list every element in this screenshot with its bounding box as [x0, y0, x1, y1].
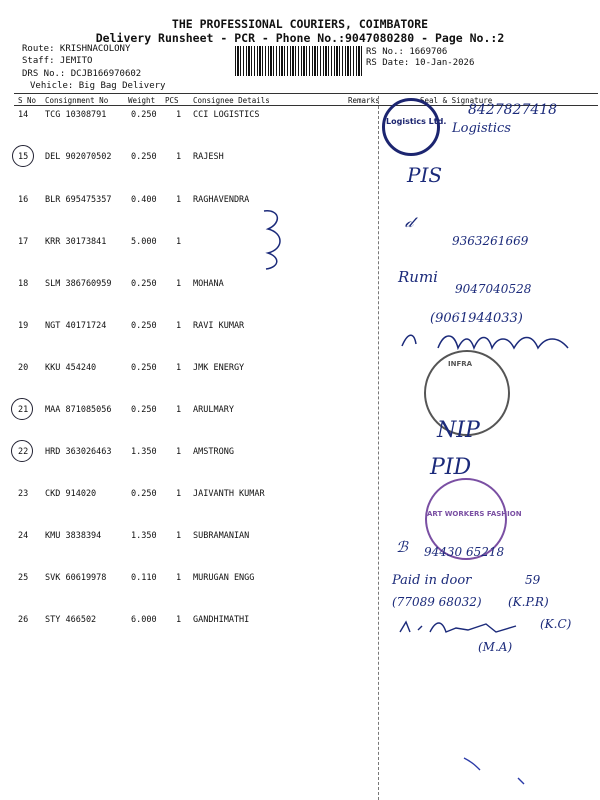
- handwritten-signature: 𝒹: [405, 212, 414, 231]
- table-cell: RAJESH: [193, 152, 224, 162]
- table-cell: KRR 30173841: [45, 237, 107, 247]
- rs-number: RS No.: 1669706: [366, 47, 448, 57]
- table-cell: HRD 363026463: [45, 447, 112, 457]
- table-cell: 1: [176, 489, 182, 499]
- col-seal: Seal & Signature: [420, 96, 493, 105]
- col-sno: S No: [18, 96, 37, 105]
- table-cell: JMK ENERGY: [193, 363, 245, 373]
- document-subtitle: Delivery Runsheet - PCR - Phone No.:9047080280 - Page No.:2: [95, 31, 505, 45]
- table-cell: BLR 695475357: [45, 195, 112, 205]
- table-cell: JAIVANTH KUMAR: [193, 489, 265, 499]
- pen-stray-mark: [462, 748, 542, 788]
- table-top-line: [14, 93, 598, 94]
- table-cell: 17: [18, 237, 29, 247]
- table-cell: SVK 60619978: [45, 573, 107, 583]
- table-cell: MURUGAN ENGG: [193, 573, 255, 583]
- handwritten-note: PID: [430, 455, 472, 480]
- table-cell: 1: [176, 447, 182, 457]
- handwritten-note: (K.C): [540, 617, 572, 631]
- rs-date: RS Date: 10-Jan-2026: [366, 58, 475, 68]
- table-cell: RAVI KUMAR: [193, 321, 245, 331]
- handwritten-phone: (9061944033): [430, 311, 523, 326]
- col-consignee: Consignee Details: [193, 96, 270, 105]
- table-cell: CCI LOGISTICS: [193, 110, 260, 120]
- table-row: [0, 195, 600, 209]
- table-cell: 0.110: [131, 573, 157, 583]
- table-cell: 1: [176, 152, 182, 162]
- table-row: [0, 531, 600, 545]
- handwritten-phone: 9363261669: [452, 234, 529, 248]
- table-cell: MOHANA: [193, 279, 224, 289]
- table-cell: 19: [18, 321, 29, 331]
- table-row: [0, 573, 600, 587]
- table-cell: 0.250: [131, 110, 157, 120]
- handwritten-phone: 94430 65218: [424, 545, 505, 559]
- table-cell: 15: [18, 152, 29, 162]
- staff-label: Staff: JEMITO: [22, 56, 93, 66]
- table-cell: 1: [176, 195, 182, 205]
- table-cell: 1: [176, 279, 182, 289]
- handwritten-note: (M.A): [478, 640, 513, 654]
- table-cell: 23: [18, 489, 29, 499]
- handwritten-phone: (77089 68032): [392, 595, 482, 609]
- handwritten-signature: [398, 326, 588, 356]
- table-cell: 0.250: [131, 279, 157, 289]
- table-cell: SUBRAMANIAN: [193, 531, 250, 541]
- table-cell: 0.250: [131, 405, 157, 415]
- pen-circle-mark: [12, 145, 34, 167]
- handwritten-name: Logistics: [452, 121, 511, 136]
- table-cell: 20: [18, 363, 29, 373]
- handwritten-phone: 9047040528: [455, 282, 532, 296]
- table-cell: 18: [18, 279, 29, 289]
- table-cell: 0.250: [131, 321, 157, 331]
- company-seal: [382, 98, 440, 156]
- table-row: [0, 152, 600, 166]
- table-cell: MAA 871085056: [45, 405, 112, 415]
- table-cell: 1: [176, 531, 182, 541]
- table-cell: 1: [176, 321, 182, 331]
- pen-circle-mark: [11, 440, 33, 462]
- table-cell: 0.400: [131, 195, 157, 205]
- vehicle-label: Vehicle: Big Bag Delivery: [30, 81, 166, 91]
- table-cell: RAGHAVENDRA: [193, 195, 250, 205]
- table-cell: 0.250: [131, 152, 157, 162]
- handwritten-phone: 8427827418: [468, 102, 558, 118]
- company-seal-text: ART WORKERS FASHION: [427, 510, 522, 518]
- route-label: Route: KRISHNACOLONY: [22, 44, 131, 54]
- handwritten-signature: [396, 616, 536, 640]
- pen-scribble: [250, 205, 290, 275]
- table-cell: NGT 40171724: [45, 321, 107, 331]
- table-cell: 0.250: [131, 363, 157, 373]
- drs-number: DRS No.: DCJB166970602: [22, 69, 142, 79]
- table-cell: ARULMARY: [193, 405, 234, 415]
- handwritten-note: PIS: [407, 163, 443, 187]
- table-row: [0, 489, 600, 503]
- table-cell: 1: [176, 110, 182, 120]
- table-cell: SLM 386760959: [45, 279, 112, 289]
- company-seal-text: INFRA: [448, 360, 473, 368]
- table-cell: 16: [18, 195, 29, 205]
- table-cell: DEL 902070502: [45, 152, 112, 162]
- table-cell: GANDHIMATHI: [193, 615, 250, 625]
- table-cell: 1.350: [131, 447, 157, 457]
- table-cell: 1: [176, 615, 182, 625]
- company-seal-text: Logistics Ltd.: [386, 117, 447, 126]
- table-cell: STY 466502: [45, 615, 97, 625]
- table-cell: AMSTRONG: [193, 447, 234, 457]
- table-cell: 1.350: [131, 531, 157, 541]
- handwritten-signature: ℬ: [396, 538, 408, 556]
- col-consignment: Consignment No: [45, 96, 109, 105]
- table-row: [0, 363, 600, 377]
- table-cell: 1: [176, 237, 182, 247]
- table-cell: 25: [18, 573, 29, 583]
- col-weight: Weight: [128, 96, 156, 105]
- document-title: THE PROFESSIONAL COURIERS, COIMBATORE: [171, 17, 429, 31]
- handwritten-note: Paid in door: [392, 573, 472, 588]
- pen-circle-mark: [11, 398, 33, 420]
- table-cell: 26: [18, 615, 29, 625]
- table-cell: 21: [18, 405, 29, 415]
- table-cell: TCG 10308791: [45, 110, 107, 120]
- col-pcs: PCS: [165, 96, 179, 105]
- table-row: [0, 405, 600, 419]
- table-cell: 6.000: [131, 615, 157, 625]
- table-cell: 1: [176, 363, 182, 373]
- barcode: [235, 46, 363, 76]
- table-cell: KMU 3838394: [45, 531, 102, 541]
- table-cell: CKD 914020: [45, 489, 97, 499]
- table-cell: 1: [176, 405, 182, 415]
- table-cell: 22: [18, 447, 29, 457]
- table-row: [0, 447, 600, 461]
- table-cell: 24: [18, 531, 29, 541]
- handwritten-note: (K.P.R): [508, 595, 549, 609]
- table-cell: 1: [176, 573, 182, 583]
- handwritten-name: Rumi: [398, 268, 438, 286]
- handwritten-note: NIP: [437, 418, 480, 443]
- table-cell: 5.000: [131, 237, 157, 247]
- col-remarks: Remarks: [348, 96, 380, 105]
- table-cell: KKU 454240: [45, 363, 97, 373]
- handwritten-number: 59: [525, 573, 541, 587]
- table-cell: 14: [18, 110, 29, 120]
- table-cell: 0.250: [131, 489, 157, 499]
